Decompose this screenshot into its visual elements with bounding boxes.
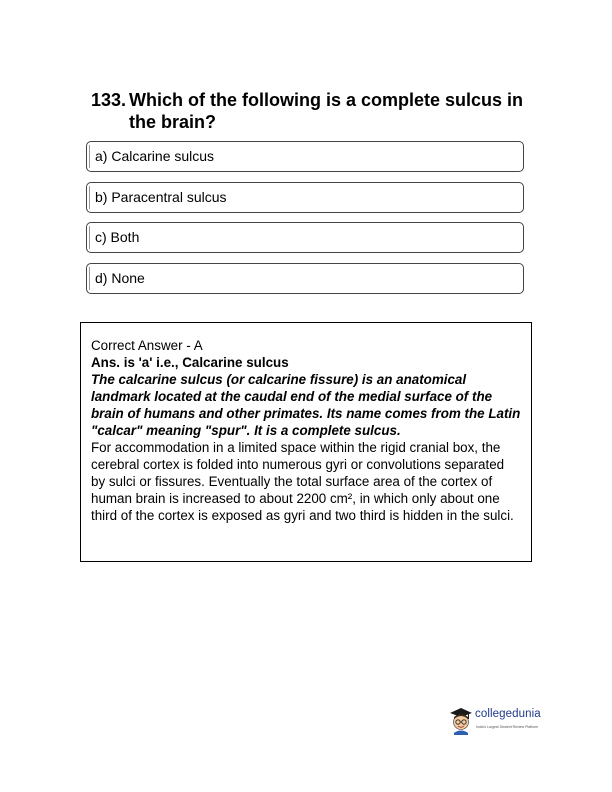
option-d[interactable]: d) None: [86, 263, 524, 294]
option-a[interactable]: a) Calcarine sulcus: [86, 141, 524, 172]
question-number: 133.: [91, 90, 127, 110]
logo-name: collegedunia: [475, 708, 541, 720]
option-c[interactable]: c) Both: [86, 222, 524, 253]
graduate-mascot-icon: [449, 707, 473, 735]
answer-explanation-box: [80, 322, 532, 562]
question-text: Which of the following is a complete sulcus in the brain?: [129, 90, 524, 132]
logo-tagline: India's Largest Student Review Platform: [476, 725, 539, 729]
collegedunia-logo: [449, 705, 544, 739]
answer-heading: Ans. is 'a' i.e., Calcarine sulcus: [91, 355, 289, 370]
option-b[interactable]: b) Paracentral sulcus: [86, 182, 524, 213]
answer-body: For accommodation in a limited space within the rigid cranial box, the cerebral cortex is folded into numerous gyri or convolutions separated by sulci or fissures. Eventually the total surface area of the cortex of human brain is increased to about 2200 cm², in which only about one third of the cortex is exposed as gyri and two third is hidden in the sulci.: [91, 440, 514, 523]
correct-answer: Correct Answer - A: [91, 338, 203, 353]
answer-emphasis: The calcarine sulcus (or calcarine fissure) is an anatomical landmark located at the caudal end of the medial surface of the brain of humans and other primates. Its name comes from the Latin "calcar" meaning "spur". It is a complete sulcus.: [91, 372, 521, 438]
